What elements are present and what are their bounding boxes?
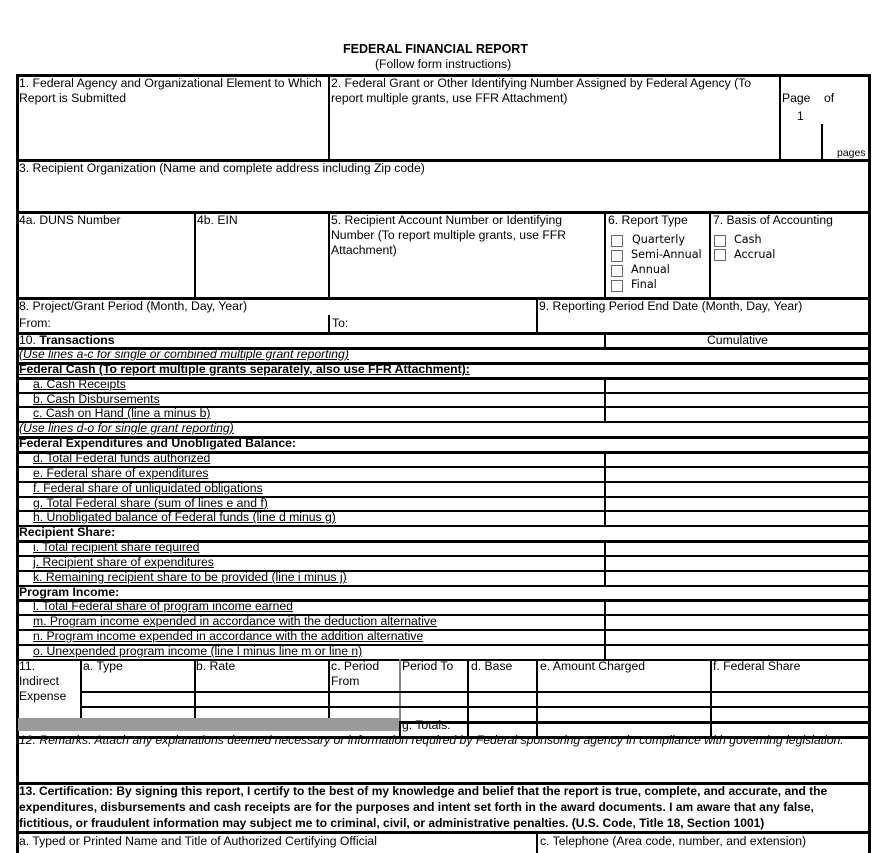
- box10-title: Transactions: [39, 333, 115, 347]
- box8-label: 8. Project/Grant Period (Month, Day, Year): [19, 299, 248, 313]
- divider: [328, 74, 330, 161]
- report-type-semi-annual-checkbox[interactable]: [611, 250, 623, 262]
- report-type-annual-label: Annual: [631, 263, 670, 276]
- grant-period-to-label: To:: [332, 316, 349, 330]
- divider: [536, 831, 538, 853]
- divider: [328, 659, 330, 721]
- transaction-line: d. Total Federal funds authorized: [33, 451, 211, 465]
- form-subtitle: (Follow form instructions): [375, 57, 512, 71]
- indirect-base-field[interactable]: [470, 708, 535, 720]
- indirect-amount-charged-field[interactable]: [539, 693, 709, 705]
- cumulative-amount-field[interactable]: [607, 616, 867, 629]
- cumulative-amount-field[interactable]: [607, 512, 867, 525]
- transaction-line: o. Unexpended program income (line l minus line m or line n): [33, 644, 363, 658]
- divider: [328, 211, 330, 298]
- box5-label: 5. Recipient Account Number or Identifying: [331, 213, 563, 227]
- col-period-to-header: Period To: [402, 659, 454, 673]
- cumulative-amount-field[interactable]: [607, 483, 867, 496]
- reporting-period-end-date-field[interactable]: [539, 315, 867, 331]
- cumulative-amount-field[interactable]: [607, 572, 867, 585]
- indirect-type-field[interactable]: [83, 693, 193, 705]
- report-type-semi-annual-label: Semi-Annual: [631, 248, 702, 261]
- page-label: Page: [782, 91, 811, 105]
- box5-label-3: Attachment): [331, 243, 397, 257]
- report-type-final-checkbox[interactable]: [611, 280, 623, 292]
- grant-period-from-field[interactable]: [55, 315, 325, 331]
- box11-label: 11.: [19, 659, 36, 673]
- box1-label: 1. Federal Agency and Organizational Element to Which: [19, 76, 322, 90]
- duns-number-field[interactable]: [19, 230, 193, 296]
- certifying-official-label: a. Typed or Printed Name and Title of Authorized Certifying Official: [19, 834, 377, 848]
- totals-label: g. Totals:: [402, 718, 451, 732]
- box1-label-2: Report is Submitted: [19, 91, 127, 105]
- cumulative-amount-field[interactable]: [607, 498, 867, 510]
- report-type-quarterly-checkbox[interactable]: [611, 235, 623, 247]
- cumulative-header: Cumulative: [707, 333, 768, 347]
- cumulative-amount-field[interactable]: [607, 379, 867, 392]
- telephone-label: c. Telephone (Area code, number, and extension): [540, 834, 807, 848]
- box10-number: 10.: [19, 333, 36, 347]
- indirect-base-field[interactable]: [470, 693, 535, 705]
- indirect-federal-share-field[interactable]: [713, 708, 867, 720]
- grant-period-from-label: From:: [19, 316, 51, 330]
- accounting-cash-checkbox[interactable]: [714, 235, 726, 247]
- transaction-line: h. Unobligated balance of Federal funds (line d minus g): [33, 510, 336, 524]
- grant-period-to-field[interactable]: [352, 315, 534, 331]
- box4a-label: 4a. DUNS Number: [19, 213, 121, 227]
- total-pages-field[interactable]: [824, 124, 867, 146]
- col-period-from-header-2: From: [331, 674, 360, 688]
- divider: [536, 297, 538, 333]
- transaction-line: c. Cash on Hand (line a minus b): [33, 406, 211, 420]
- cumulative-amount-field[interactable]: [607, 557, 867, 570]
- box10-label: [19, 333, 115, 348]
- indirect-period-to-field[interactable]: [402, 693, 466, 705]
- transaction-line: l. Total Federal share of program income earned: [33, 599, 293, 613]
- accounting-cash-label: Cash: [734, 233, 762, 246]
- transaction-section-header: Federal Expenditures and Unobligated Balance:: [19, 436, 296, 450]
- transaction-line: e. Federal share of expenditures: [33, 466, 209, 480]
- col-amount-charged-header: e. Amount Charged: [540, 659, 646, 673]
- cumulative-amount-field[interactable]: [607, 542, 867, 555]
- divider: [80, 659, 82, 721]
- form-title: FEDERAL FINANCIAL REPORT: [343, 42, 528, 56]
- transaction-line: i. Total recipient share required: [33, 540, 200, 554]
- col-federal-share-header: f. Federal Share: [713, 659, 801, 673]
- box2-label-2: report multiple grants, use FFR Attachment): [331, 91, 568, 105]
- divider: [709, 211, 711, 298]
- divider: [16, 585, 871, 587]
- cumulative-amount-field[interactable]: [607, 601, 867, 614]
- divider: [16, 525, 871, 527]
- report-type-annual-checkbox[interactable]: [611, 265, 623, 277]
- box5-label-2: Number (To report multiple grants, use FFR: [331, 228, 567, 242]
- transaction-line: m. Program income expended in accordance with the deduction alternative: [33, 614, 437, 628]
- box7-label: 7. Basis of Accounting: [713, 213, 833, 227]
- transaction-line: g. Total Federal share (sum of lines e and f): [33, 496, 268, 510]
- col-type-header: a. Type: [83, 659, 123, 673]
- transaction-line: a. Cash Receipts: [33, 377, 126, 391]
- cumulative-amount-field[interactable]: [607, 468, 867, 481]
- box12-label: 12. Remarks: Attach any explanations deemed necessary or information required by Federal sponsoring agency in compliance with governing legislation:: [19, 733, 844, 747]
- box9-label: 9. Reporting Period End Date (Month, Day, Year): [539, 299, 803, 313]
- certification-text-3: fictitious, or fraudulent information may subject me to criminal, civil, or administrative penalties. (U.S. Code, Title 18, Section 1001): [19, 816, 765, 830]
- report-type-final-label: Final: [631, 278, 657, 291]
- report-type-quarterly-label: Quarterly: [632, 233, 685, 246]
- transaction-note: (Use lines d-o for single grant reporting): [19, 421, 234, 435]
- box2-label: 2. Federal Grant or Other Identifying Number Assigned by Federal Agency (To: [331, 76, 752, 90]
- divider: [467, 659, 469, 736]
- divider: [194, 211, 196, 298]
- cumulative-amount-field[interactable]: [607, 453, 867, 466]
- divider: [328, 315, 330, 332]
- box11-label-2: Indirect: [19, 674, 59, 688]
- indirect-rate-field[interactable]: [197, 693, 327, 705]
- transaction-section-header: Federal Cash (To report multiple grants separately, also use FFR Attachment):: [19, 362, 470, 376]
- cumulative-amount-field[interactable]: [607, 408, 867, 421]
- recipient-organization-field[interactable]: [19, 177, 867, 210]
- divider: [710, 659, 712, 736]
- divider: [536, 659, 538, 736]
- transaction-line: n. Program income expended in accordance with the addition alternative: [33, 629, 424, 643]
- transaction-line: f. Federal share of unliquidated obligations: [33, 481, 263, 495]
- col-base-header: d. Base: [471, 659, 513, 673]
- cumulative-amount-field[interactable]: [607, 646, 867, 659]
- divider: [604, 211, 606, 298]
- transaction-line: b. Cash Disbursements: [33, 392, 160, 406]
- page-number[interactable]: 1: [797, 109, 804, 123]
- remarks-field[interactable]: [19, 750, 867, 781]
- recipient-account-number-field[interactable]: [331, 260, 603, 296]
- cumulative-amount-field[interactable]: [607, 394, 867, 406]
- box4b-label: 4b. EIN: [197, 213, 238, 227]
- transaction-section-header: Program Income:: [19, 585, 120, 599]
- transaction-note: (Use lines a-c for single or combined multiple grant reporting): [19, 347, 349, 361]
- of-label: of: [824, 91, 835, 105]
- transaction-line: k. Remaining recipient share to be provided (line i minus j): [33, 570, 347, 584]
- totals-shaded-area: [18, 718, 399, 731]
- indirect-period-from-field[interactable]: [331, 693, 398, 705]
- box3-label: 3. Recipient Organization (Name and complete address including Zip code): [19, 161, 425, 175]
- divider: [779, 74, 781, 161]
- transaction-line: j. Recipient share of expenditures: [33, 555, 214, 569]
- indirect-federal-share-field[interactable]: [713, 693, 867, 705]
- col-period-from-header: c. Period: [331, 659, 380, 673]
- pages-label: pages: [837, 147, 866, 159]
- certification-text-2: expenditures, disbursements and cash receipts are for the purposes and intent set forth in the award documents. I am aware that any false,: [19, 800, 814, 814]
- indirect-amount-charged-field[interactable]: [539, 708, 709, 720]
- transaction-section-header: Recipient Share:: [19, 525, 116, 539]
- divider: [604, 332, 606, 348]
- accounting-accrual-checkbox[interactable]: [714, 249, 726, 261]
- divider: [821, 124, 823, 161]
- certification-text-1: 13. Certification: By signing this report, I certify to the best of my knowledge and belief that the report is true, complete, and accurate, and the: [19, 784, 828, 798]
- box6-label: 6. Report Type: [608, 213, 688, 227]
- ein-field[interactable]: [197, 230, 327, 296]
- cumulative-amount-field[interactable]: [607, 631, 867, 644]
- accounting-accrual-label: Accrual: [734, 248, 776, 261]
- col-rate-header: b. Rate: [196, 659, 236, 673]
- box11-label-3: Expense: [19, 689, 67, 703]
